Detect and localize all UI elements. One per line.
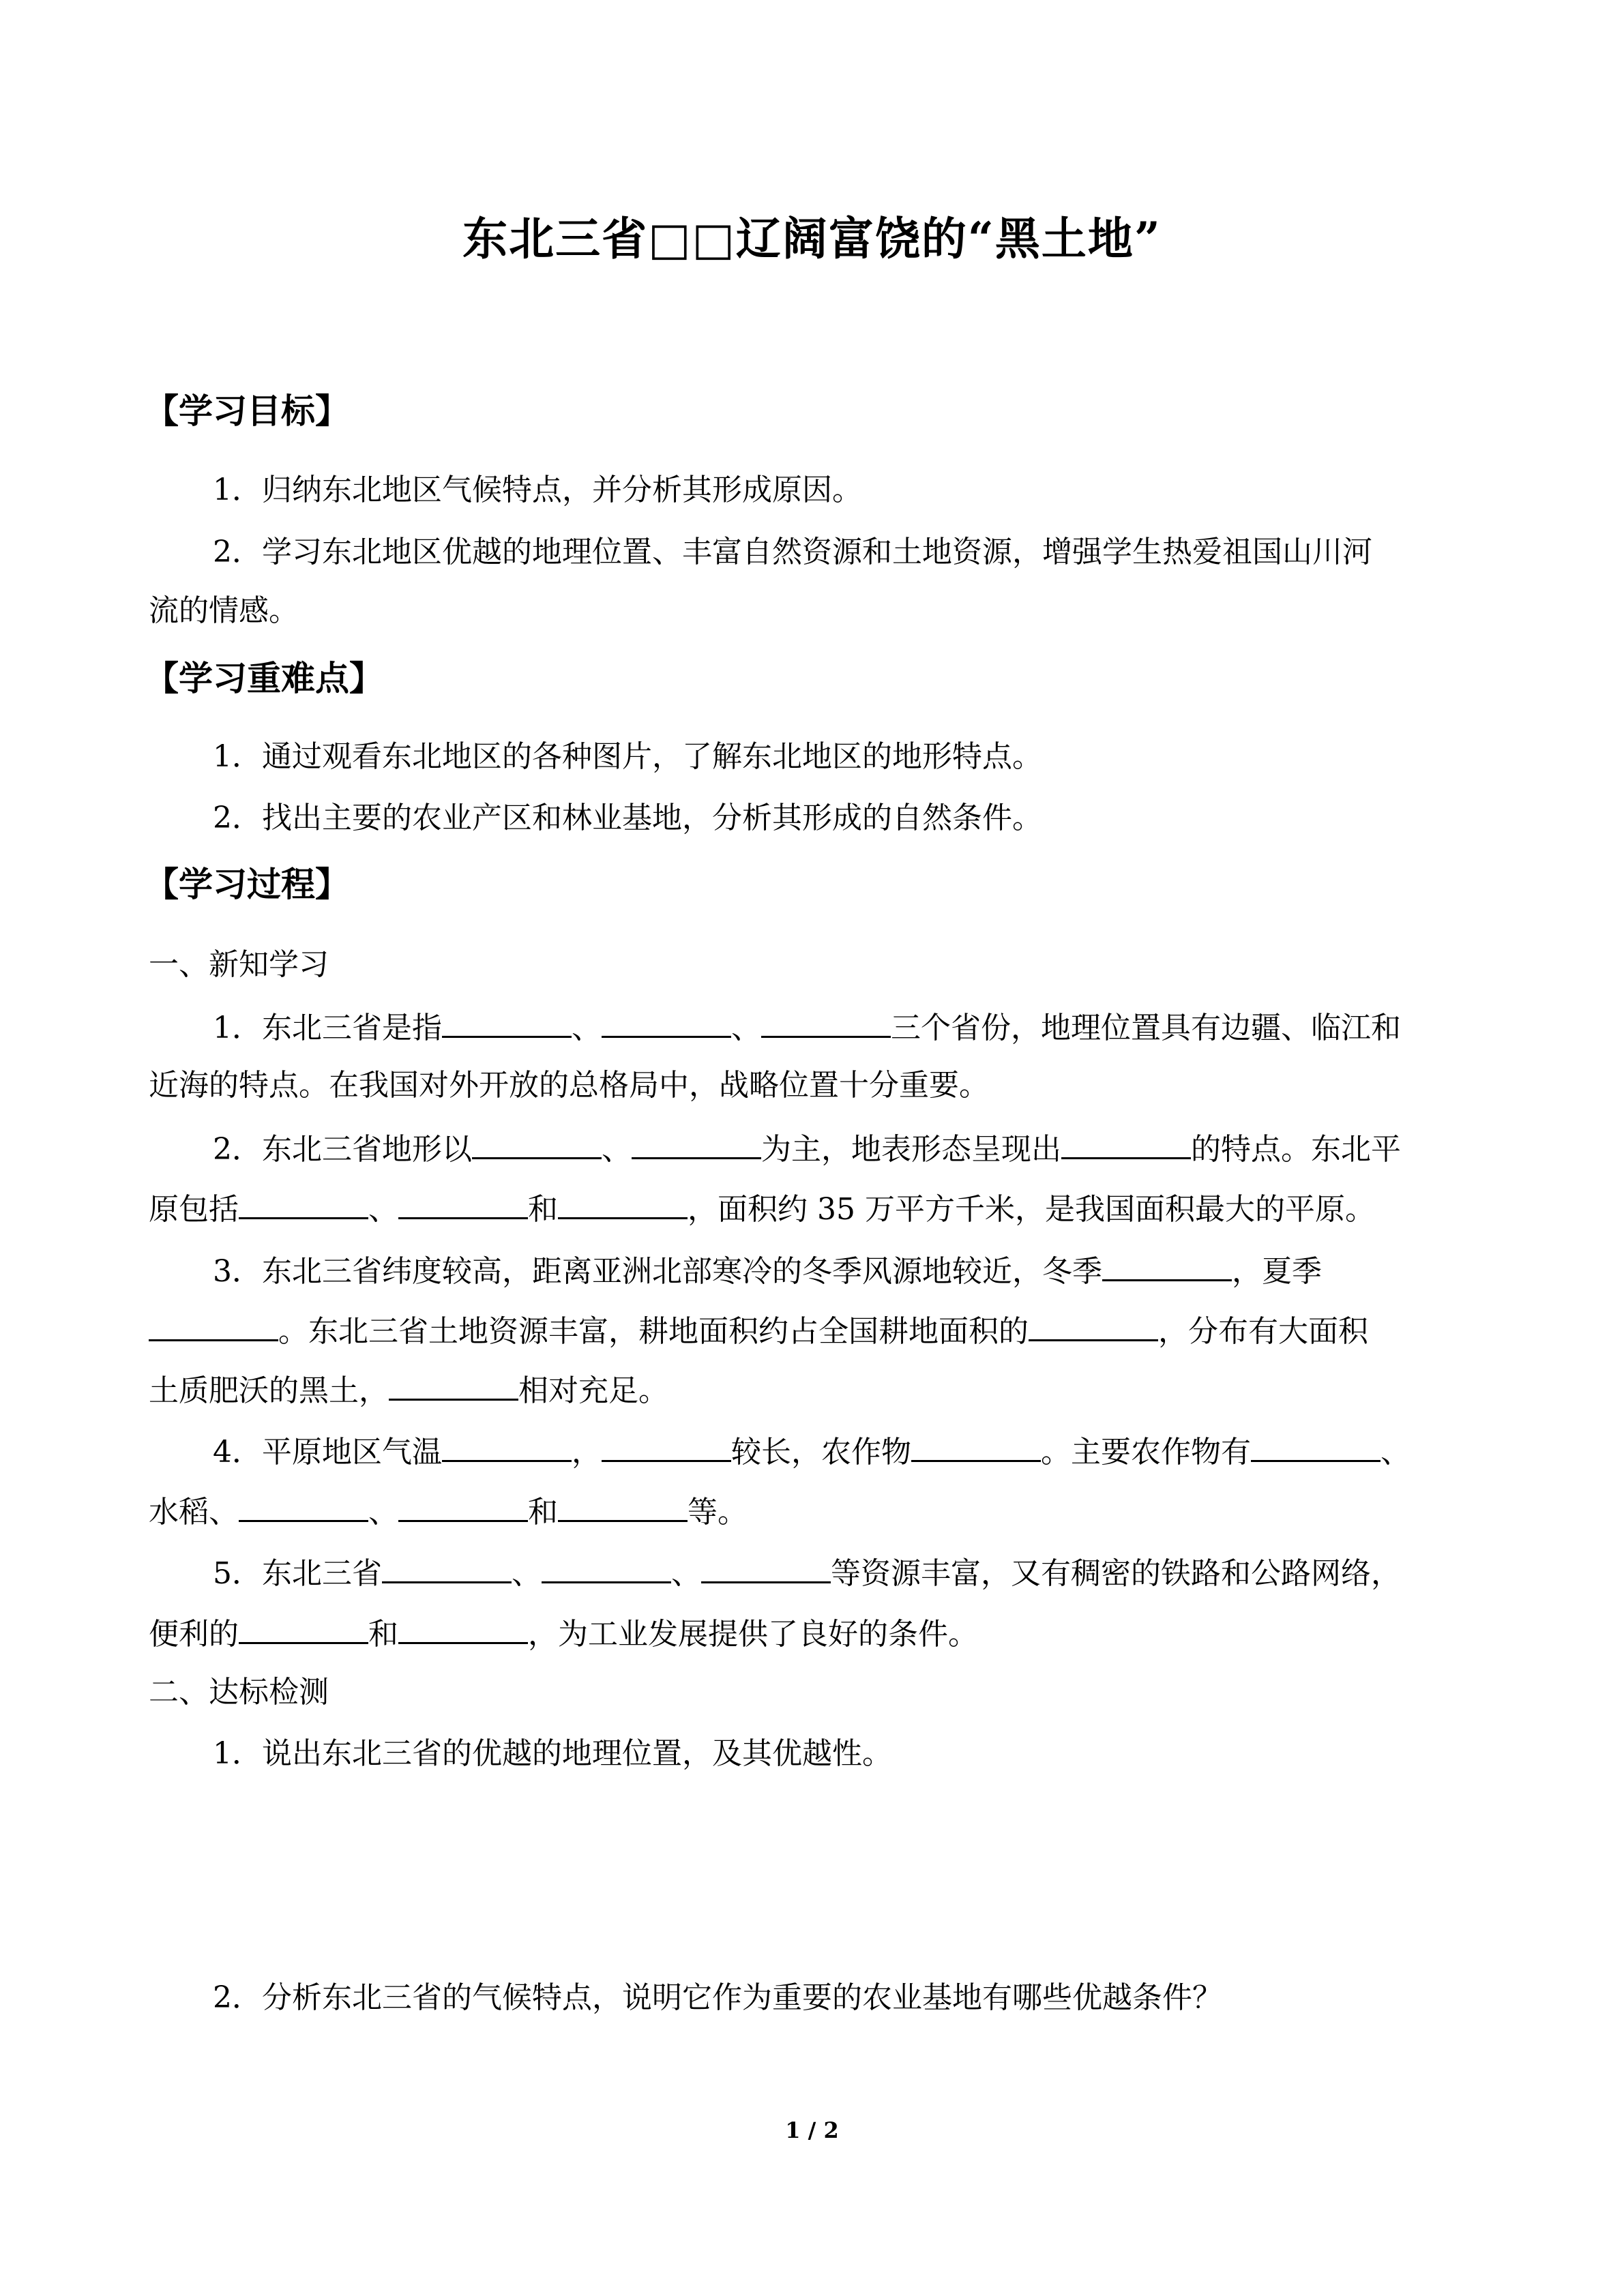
answer-blank[interactable] xyxy=(1061,1127,1191,1159)
part2-title: 二、达标检测 xyxy=(149,1675,329,1710)
answer-blank[interactable] xyxy=(632,1127,761,1159)
question-2-line-1: 2．东北三省地形以 、 为主，地表形态呈现出 的特点。东北平 xyxy=(213,1127,1401,1170)
question-4-line-2: 水稻、 、 和 等。 xyxy=(149,1490,748,1533)
answer-blank[interactable] xyxy=(398,1612,528,1644)
check-question-1: 1．说出东北三省的优越的地理位置，及其优越性。 xyxy=(213,1736,892,1771)
key-point-item-2: 2．找出主要的农业产区和林业基地，分析其形成的自然条件。 xyxy=(213,801,1042,835)
answer-blank[interactable] xyxy=(398,1187,528,1219)
answer-blank[interactable] xyxy=(149,1309,278,1341)
objectives-heading: 【学习目标】 xyxy=(145,391,349,431)
part1-title: 一、新知学习 xyxy=(149,947,329,982)
question-5-line-1: 5．东北三省 、 、 等资源丰富，又有稠密的铁路和公路网络， xyxy=(213,1551,1401,1594)
answer-blank[interactable] xyxy=(239,1187,368,1219)
question-3-line-2: 。东北三省土地资源丰富，耕地面积约占全国耕地面积的 ，分布有大面积 xyxy=(149,1309,1368,1352)
answer-blank[interactable] xyxy=(239,1612,368,1644)
answer-blank[interactable] xyxy=(1029,1309,1158,1341)
question-5-line-2: 便利的 和 ，为工业发展提供了良好的条件。 xyxy=(149,1612,978,1655)
answer-blank[interactable] xyxy=(602,1430,731,1462)
answer-blank[interactable] xyxy=(602,1006,731,1038)
process-heading: 【学习过程】 xyxy=(145,864,349,904)
answer-blank[interactable] xyxy=(542,1551,671,1583)
question-3-line-3: 土质肥沃的黑土， 相对充足。 xyxy=(149,1369,668,1412)
answer-blank[interactable] xyxy=(239,1490,368,1522)
question-1-line-1: 1．东北三省是指 、 、 三个省份，地理位置具有边疆、临江和 xyxy=(213,1006,1401,1049)
answer-blank[interactable] xyxy=(911,1430,1041,1462)
page-number: 1 / 2 xyxy=(785,2117,839,2143)
answer-blank[interactable] xyxy=(558,1490,688,1522)
key-point-item-1: 1．通过观看东北地区的各种图片，了解东北地区的地形特点。 xyxy=(213,739,1042,774)
question-3-line-1: 3．东北三省纬度较高，距离亚洲北部寒冷的冬季风源地较近，冬季 ，夏季 xyxy=(213,1249,1322,1292)
question-1-line-2: 近海的特点。在我国对外开放的总格局中，战略位置十分重要。 xyxy=(149,1068,989,1103)
answer-blank[interactable] xyxy=(398,1490,528,1522)
answer-blank[interactable] xyxy=(558,1187,688,1219)
key-points-heading: 【学习重难点】 xyxy=(145,658,383,698)
check-question-2: 2．分析东北三省的气候特点，说明它作为重要的农业基地有哪些优越条件？ xyxy=(213,1980,1222,2015)
answer-blank[interactable] xyxy=(1102,1249,1232,1281)
answer-blank[interactable] xyxy=(701,1551,831,1583)
question-2-line-2: 原包括 、 和 ，面积约 35 万平方千米，是我国面积最大的平原。 xyxy=(149,1187,1375,1230)
answer-blank[interactable] xyxy=(382,1551,512,1583)
objective-item-1: 1．归纳东北地区气候特点，并分析其形成原因。 xyxy=(213,473,862,507)
answer-blank[interactable] xyxy=(1251,1430,1381,1462)
answer-blank[interactable] xyxy=(472,1127,602,1159)
answer-blank[interactable] xyxy=(389,1369,518,1401)
answer-blank[interactable] xyxy=(761,1006,891,1038)
page-title: 东北三省□□辽阔富饶的“黑土地” xyxy=(462,212,1162,265)
question-4-line-1: 4．平原地区气温 ， 较长，农作物 。主要农作物有 、 xyxy=(213,1430,1411,1473)
answer-blank[interactable] xyxy=(442,1006,572,1038)
objective-item-2-cont: 流的情感。 xyxy=(149,593,299,628)
answer-blank[interactable] xyxy=(442,1430,572,1462)
objective-item-2: 2．学习东北地区优越的地理位置、丰富自然资源和土地资源，增强学生热爱祖国山川河 xyxy=(213,535,1372,569)
